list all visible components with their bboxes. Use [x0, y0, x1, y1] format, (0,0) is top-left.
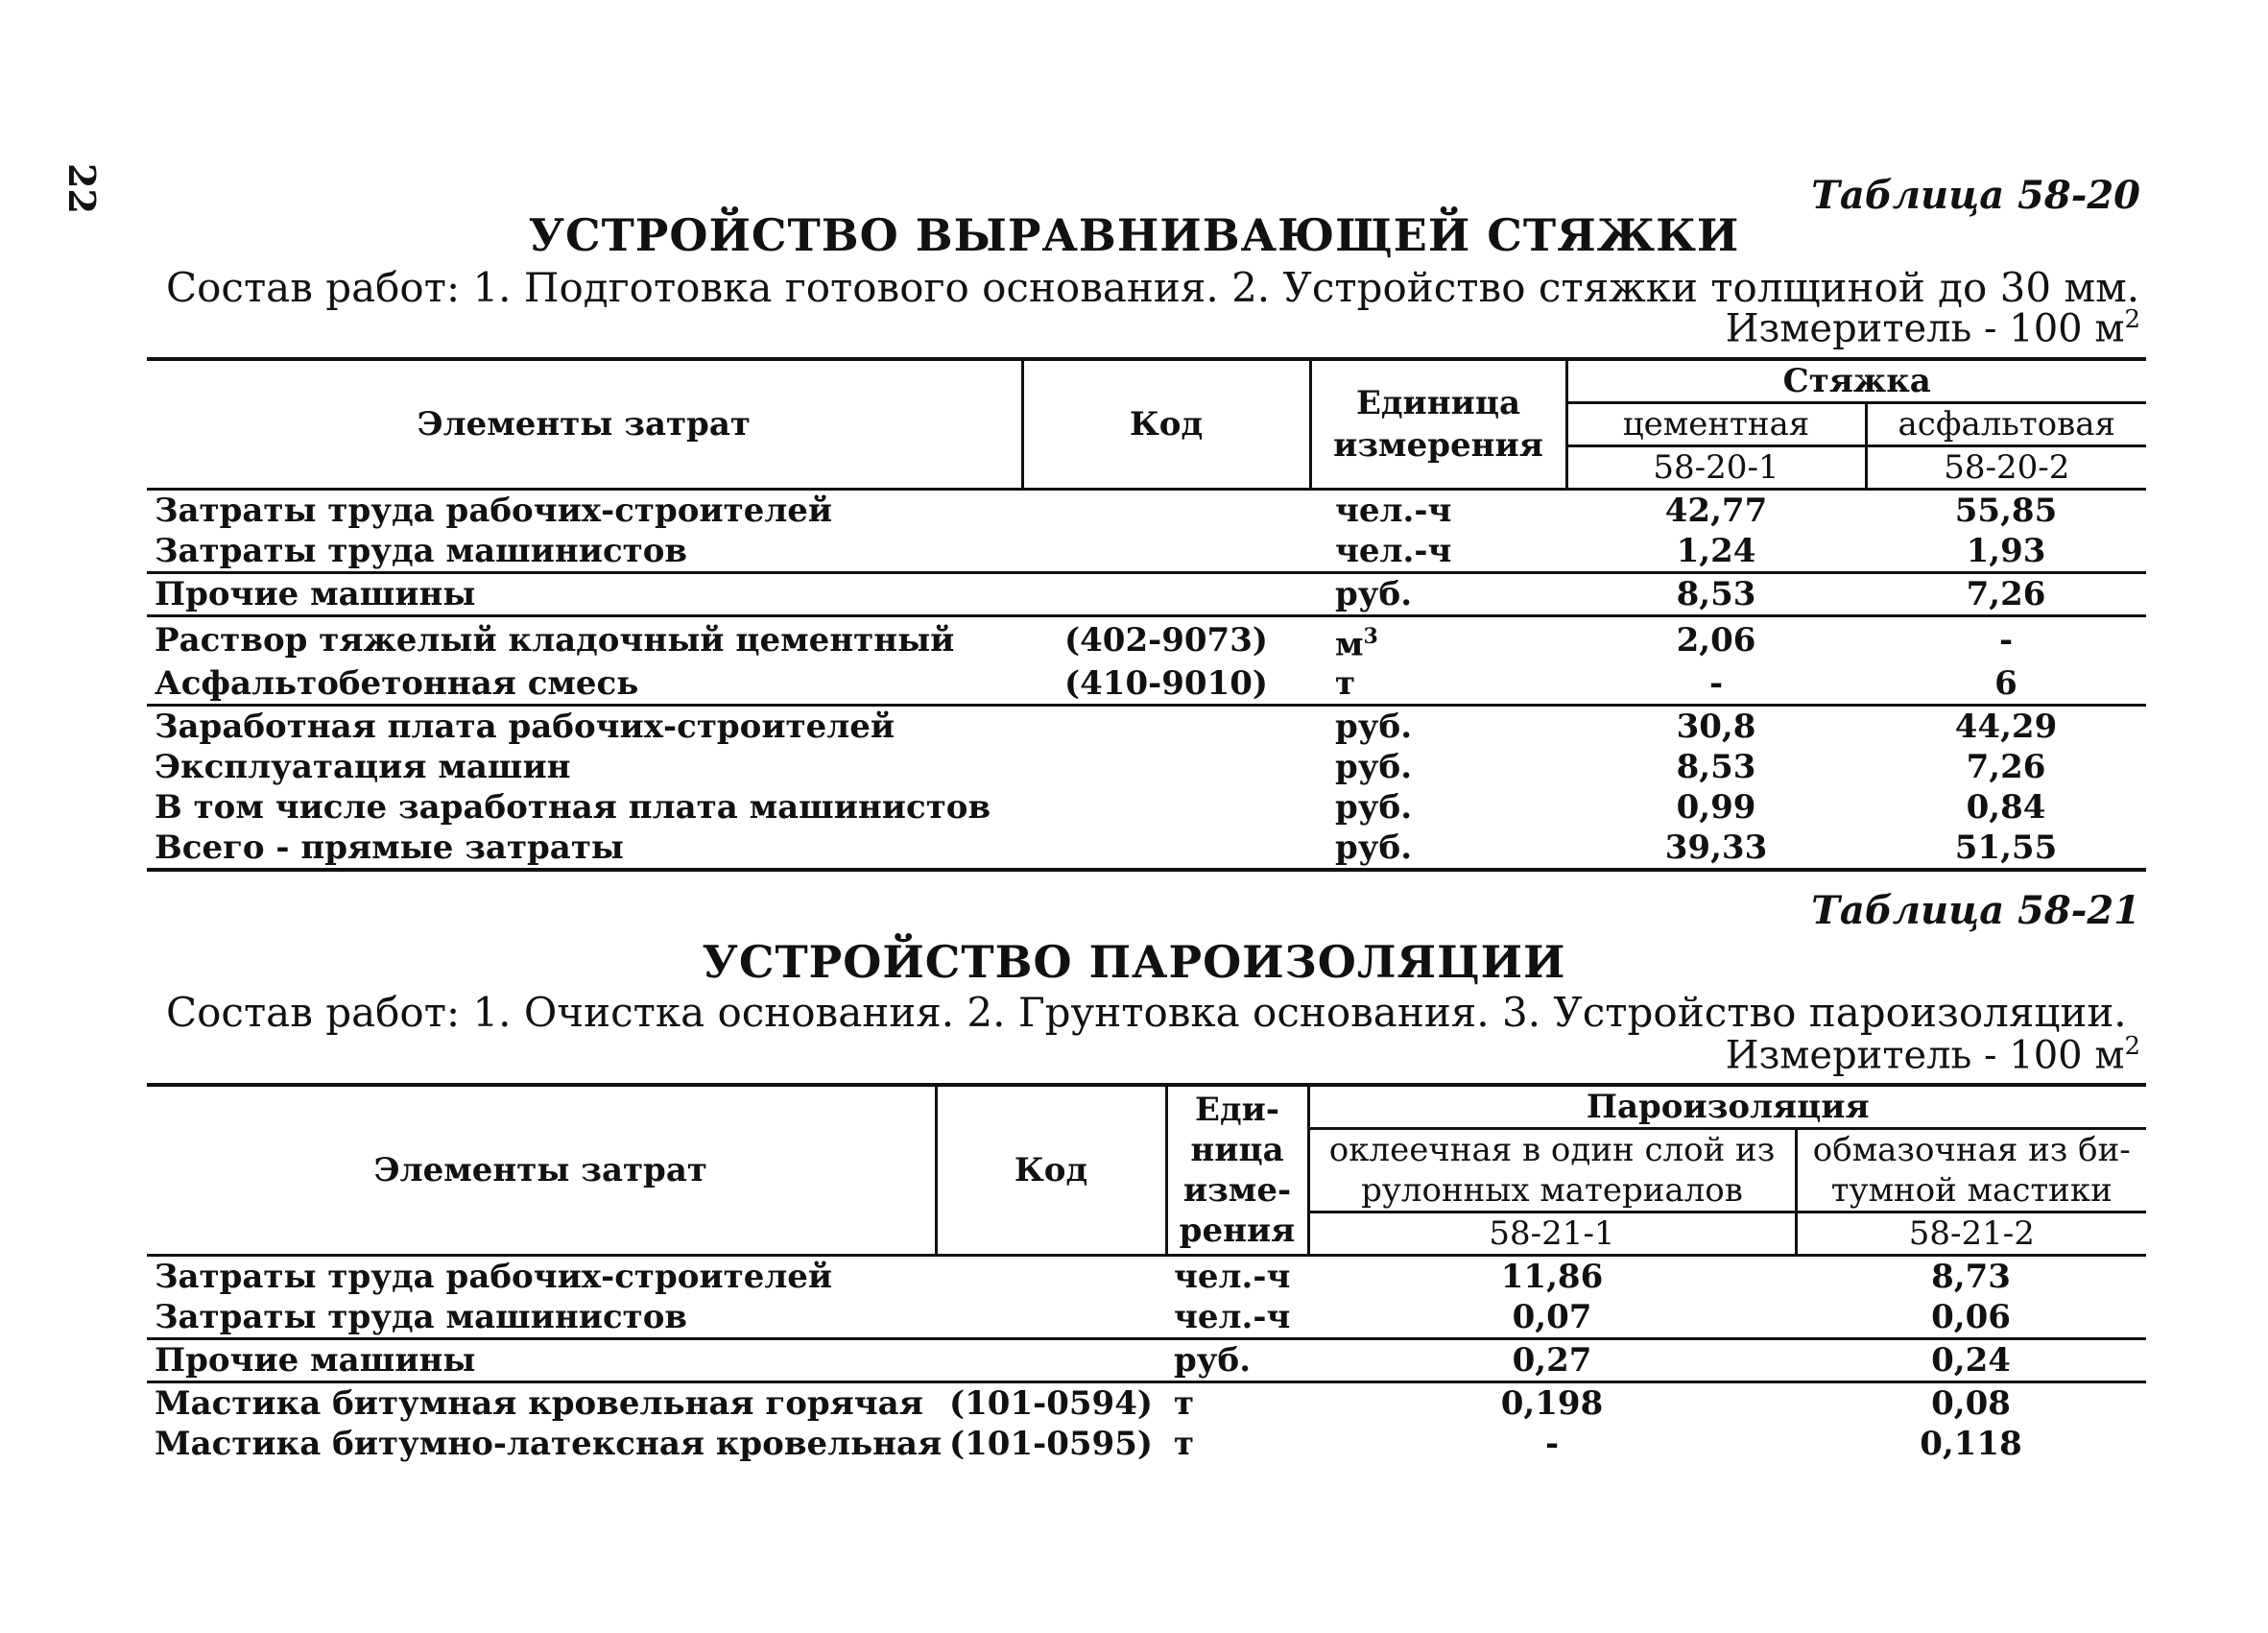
table-row: Асфальтобетонная смесь (410-9010) т - 6	[147, 663, 2146, 706]
header-col2-code: 58-20-2	[1866, 446, 2146, 490]
work-composition: Состав работ: 1. Подготовка готового основания. 2. Устройство стяжки толщиной до 30 мм.	[166, 264, 2140, 311]
table-title: УСТРОЙСТВО ПАРОИЗОЛЯЦИИ	[702, 936, 1566, 988]
header-code: Код	[1022, 359, 1310, 490]
header-col1-code: 58-20-1	[1566, 446, 1866, 490]
header-col2: обмазочная из би-	[1812, 1131, 2131, 1169]
header-elements: Элементы затрат	[147, 1085, 936, 1256]
header-group: Пароизоляция	[1308, 1085, 2146, 1129]
measure-unit: Измеритель - 100 $м^2$	[1725, 305, 2140, 351]
table-row: Затраты труда рабочих-строителей чел.-ч 42,77 55,85	[155, 492, 2058, 530]
table-caption: Таблица 58-21	[1811, 888, 2140, 933]
header-col1-code: 58-21-1	[1308, 1213, 1796, 1256]
table-row: Прочие машины руб. 8,53 7,26	[147, 573, 2146, 616]
table-row: Мастика битумная кровельная горячая (101-0594) т 0,198 0,08	[155, 1384, 2011, 1423]
table-row: Заработная плата рабочих-строителей руб. 30,8 44,29	[155, 708, 2058, 747]
header-code: Код	[936, 1085, 1166, 1256]
header-col1: оклеечная в один слой из	[1308, 1129, 1796, 1171]
header-col2-code: 58-21-2	[1796, 1213, 2146, 1256]
table-row: Прочие машины руб. 0,27 0,24	[147, 1339, 2146, 1382]
table-row: Всего - прямые затраты руб. 39,33 51,55	[147, 828, 2146, 870]
header-unit: Единица измерения	[1310, 359, 1566, 490]
table-row: Затраты труда рабочих-строителей чел.-ч 11,86 8,73	[155, 1258, 2011, 1296]
table-row: В том числе заработная плата машинистов руб. 0,99 0,84	[155, 788, 2046, 828]
table-row: Мастика битумно-латексная кровельная (101-0595) т - 0,118	[155, 1425, 2022, 1463]
table-row: Затраты труда машинистов чел.-ч 1,24 1,93	[147, 531, 2146, 573]
work-composition: Состав работ: 1. Очистка основания. 2. Грунтовка основания. 3. Устройство пароизоляции.	[166, 989, 2127, 1036]
header-elements: Элементы затрат	[147, 359, 1022, 490]
header-col2-cont: тумной мастики	[1796, 1170, 2146, 1213]
table-row: Эксплуатация машин руб. 8,53 7,26	[155, 748, 2046, 787]
norm-table-58-21	[147, 1083, 2146, 1464]
header-col1: цементная	[1566, 403, 1866, 446]
header-unit: Еди- ница изме- рения	[1166, 1085, 1308, 1256]
table-row: Затраты труда машинистов чел.-ч 0,07 0,06	[147, 1297, 2146, 1339]
header-col1-cont: рулонных материалов	[1308, 1170, 1796, 1213]
header-col2: асфальтовая	[1866, 403, 2146, 446]
page-number: 22	[60, 163, 104, 214]
table-title: УСТРОЙСТВО ВЫРАВНИВАЮЩЕЙ СТЯЖКИ	[528, 209, 1740, 261]
measure-unit: Измеритель - 100 $м^2$	[1725, 1032, 2140, 1078]
table-caption: Таблица 58-20	[1811, 173, 2140, 218]
norm-table-58-20	[147, 357, 2146, 872]
table-row: Раствор тяжелый кладочный цементный (402-9073) $м^3$ 2,06 -	[155, 621, 2014, 664]
header-group: Стяжка	[1566, 359, 2146, 403]
